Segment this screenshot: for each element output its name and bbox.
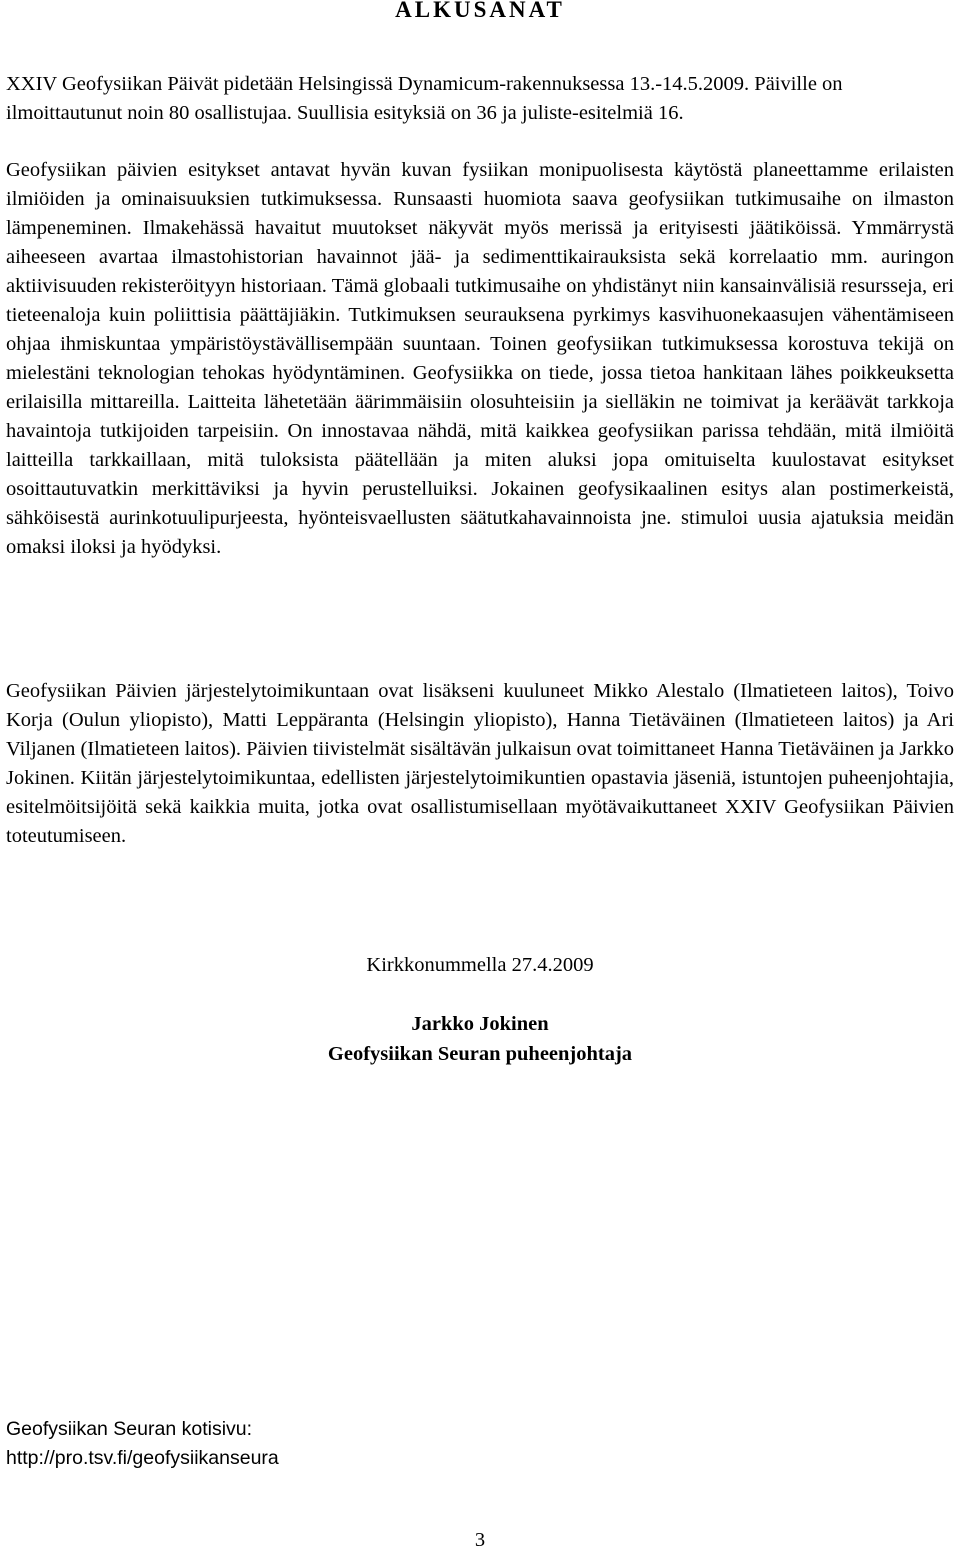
acknowledgements-paragraph: Geofysiikan Päivien järjestelytoimikuntaan ovat lisäkseni kuuluneet Mikko Alestalo (Ilmatieteen laitos), Toivo Korja (Oulun yliopisto), Matti Leppäranta (Helsingin yliopisto), Hanna Tietäväinen (Ilmatieteen laitos) ja Ari Viljanen (Ilmatieteen laitos). Päivien tiivistelmät sisältävän julkaisun ovat toimittaneet Hanna Tietäväinen ja Jarkko Jokinen. Kiitän järjestelytoimikuntaa, edellisten järjestelytoimikuntien opastavia jäseniä, istuntojen puheenjohtajia, esitelmöitsijöitä sekä kaikkia muita, jotka ovat osallistumisellaan myötävaikuttaneet XXIV Geofysiikan Päivien toteutumiseen. [6, 680, 954, 847]
page-number: 3 [474, 1529, 486, 1551]
homepage-link[interactable]: http://pro.tsv.fi/geofysiikanseura [6, 1447, 279, 1469]
signature-name: Jarkko Jokinen [411, 1013, 549, 1035]
homepage-label: Geofysiikan Seuran kotisivu: [6, 1418, 253, 1440]
page-title: ALKUSANAT [395, 0, 565, 22]
body-paragraph: Geofysiikan päivien esitykset antavat hyvän kuvan fysiikan monipuolisesta käytöstä planeettamme erilaisten ilmiöiden ja ominaisuuksien tutkimuksessa. Runsaasti huomiota saava geofysiikan tutkimusaihe on ilmaston lämpeneminen. Ilmakehässä havaitut muutokset näkyvät myös merissä ja erityisesti jäätiköissä. Ymmärrystä aiheeseen avartaa ilmastohistorian havainnot jää- ja sedimenttikairauksista sekä korrelaatio mm. auringon aktiivisuuden rekisteröityyn historiaan. Tämä globaali tutkimusaihe on yhdistänyt niin kansainvälisiä resursseja, eri tieteenaloja kuin poliittisia päättäjiäkin. Tutkimuksen seurauksena pyrkimys kasvihuonekaasujen vähentämiseen ohjaa ihmiskuntaa ympäristöystävällisempään suuntaan. Toinen geofysiikan tutkimuksessa korostuva tekijä on mielestäni teknologian tehokas hyödyntäminen. Geofysiikka on tiede, jossa tietoa hankitaan lähes poikkeuksetta erilaisilla mittareilla. Laitteita lähetetään äärimmäisiin olosuhteisiin ja sielläkin ne toimivat ja keräävät tarkkoja havaintoja tutkijoiden tarpeisiin. On innostavaa nähdä, mitä kaikkea geofysiikan parissa tehdään, mitä ilmiöitä laitteilla tarkkaillaan, mitä tuloksista päätellään ja miten aluksi jopa omituiselta kuulostavat esitykset osoittautuvatkin merkittäviksi ja hyvin perustelluiksi. Jokainen geofysikaalinen esitys alan postimerkeistä, sähköisestä aurinkotuulipurjeesta, hyönteisvaellusten säätutkahavainnoista jne. stimuloi uusia ajatuksia meidän omaksi iloksi ja hyödyksi. [6, 159, 954, 558]
place-date: Kirkkonummella 27.4.2009 [366, 954, 594, 976]
intro-paragraph: XXIV Geofysiikan Päivät pidetään Helsingissä Dynamicum-rakennuksessa 13.-14.5.2009. Päiville on ilmoittautunut noin 80 osallistujaa. Suullisia esityksiä on 36 ja juliste-esitelmiä 16. [6, 73, 843, 124]
signature-role: Geofysiikan Seuran puheenjohtaja [327, 1043, 633, 1065]
